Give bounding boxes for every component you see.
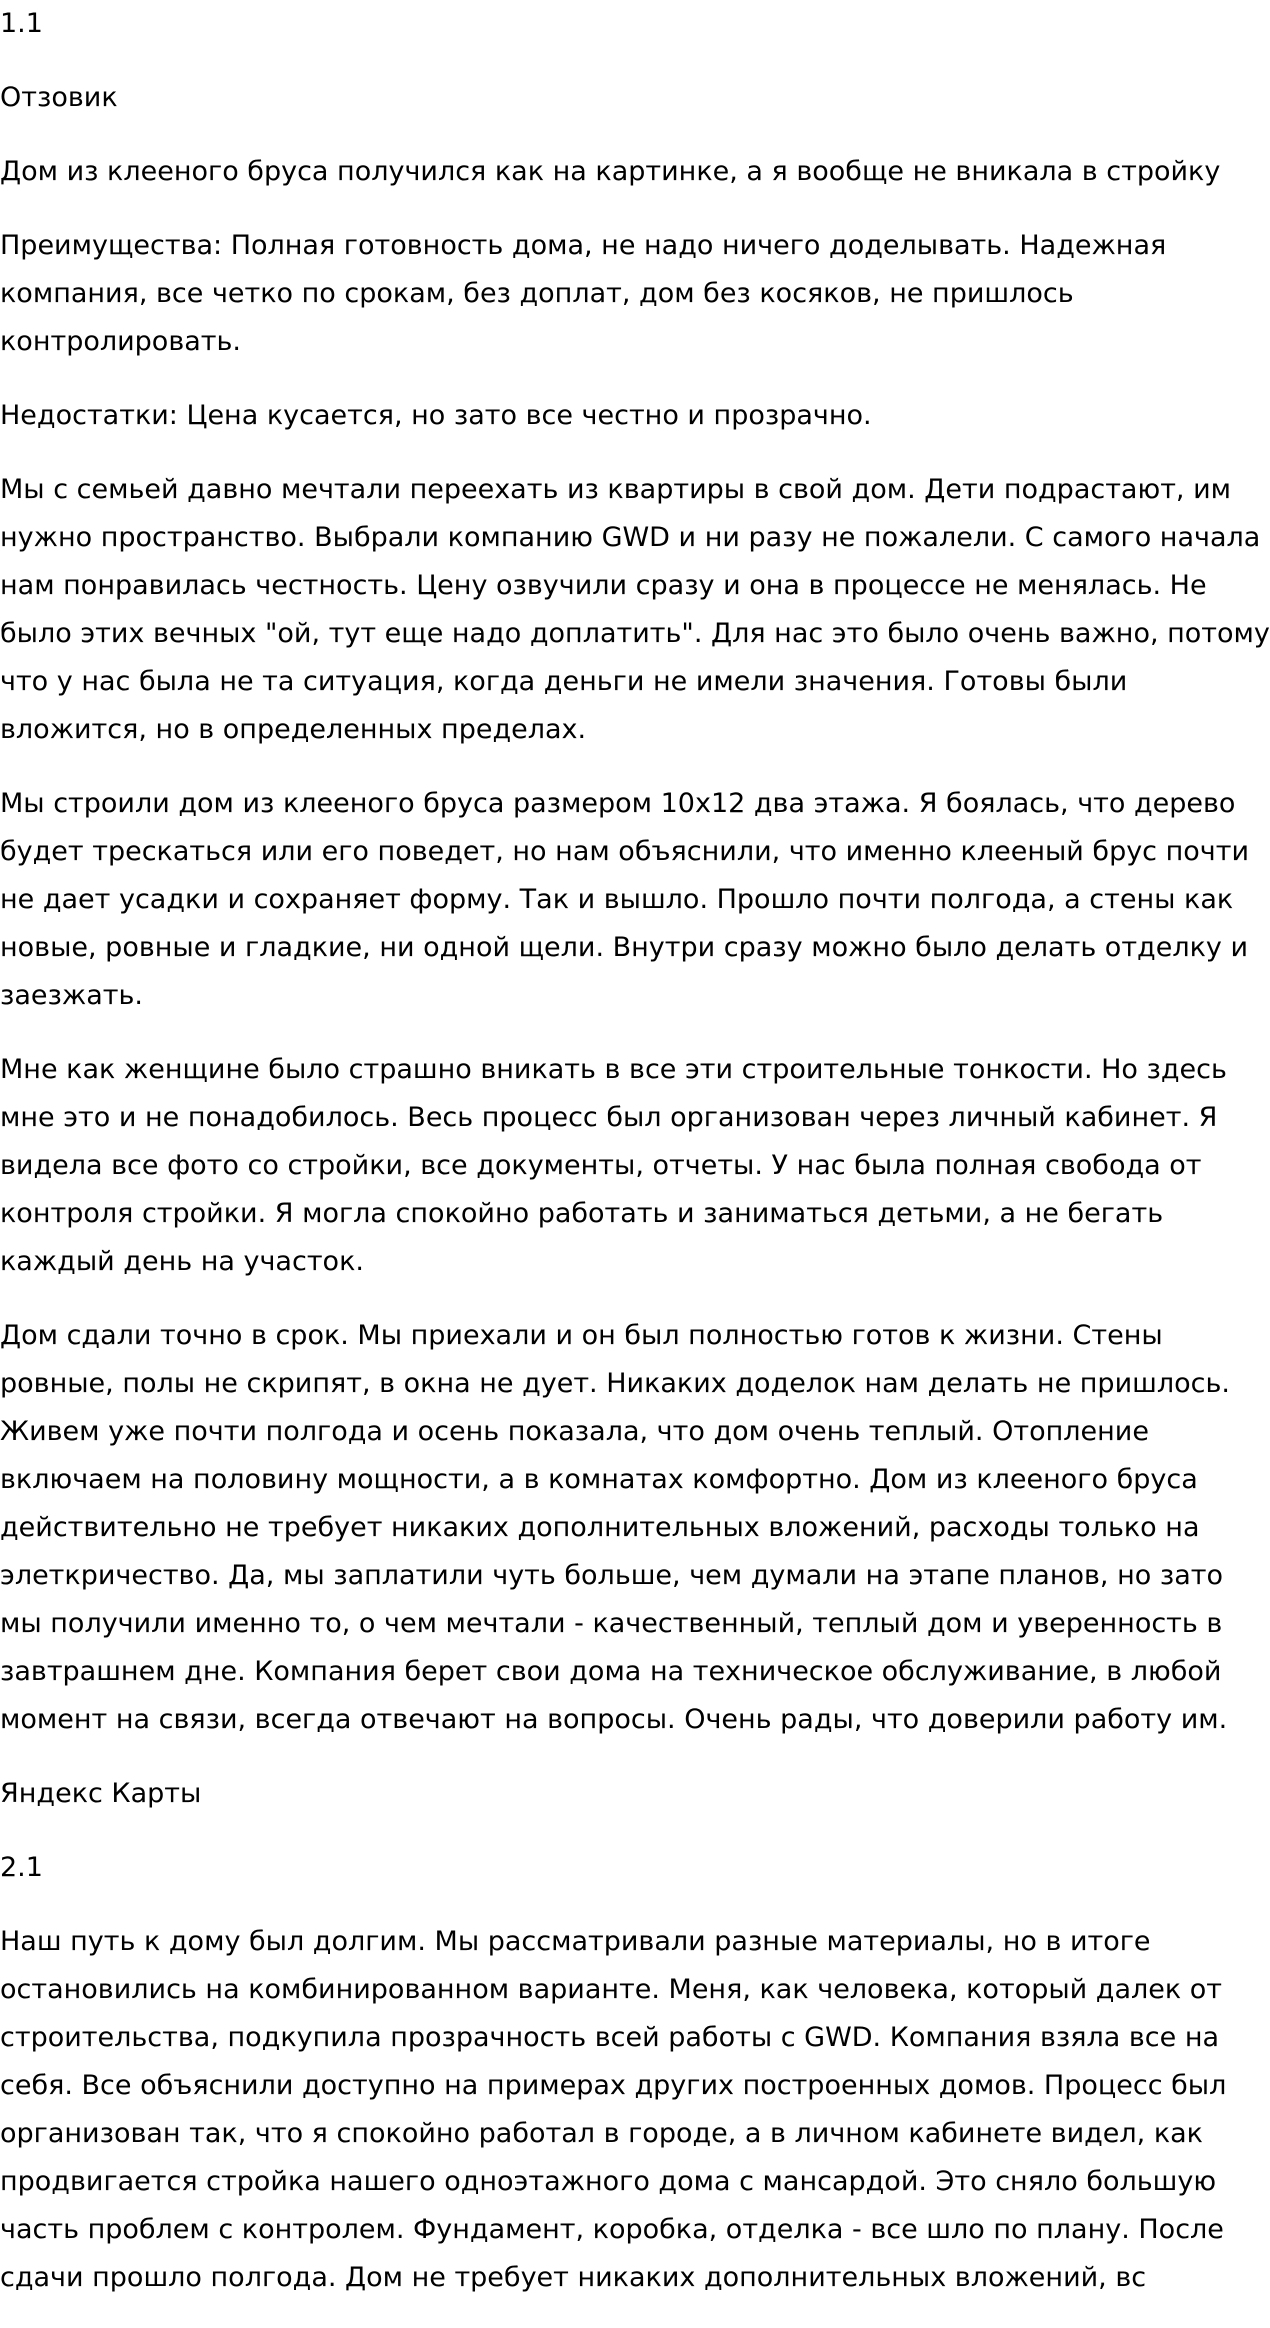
- review-paragraph: Мы строили дом из клееного бруса размером 10х12 два этажа. Я боялась, что дерево будет трескаться или его поведет, но нам объяснили, что именно клееный брус почти не дает усадки и сохраняет форму. Так и вышло. Прошло почти полгода, а стены как новые, ровные и гладкие, ни одной щели. Внутри сразу можно было делать отделку и заезжать.: [0, 788, 1250, 1011]
- review-paragraph: Мы с семьей давно мечтали переехать из квартиры в свой дом. Дети подрастают, им нужно пространство. Выбрали компанию GWD и ни разу не пожалели. С самого начала нам понравилась честность. Цену озвучили сразу и она в процессе не менялась. Не было этих вечных "ой, тут еще надо доплатить". Для нас это было очень важно, потому что у нас была не та ситуация, когда деньги не имели значения. Готовы были вложится, но в определенных пределах.: [0, 474, 1270, 745]
- review-paragraph: Наш путь к дому был долгим. Мы рассматривали разные материалы, но в итоге остановились на комбинированном варианте. Меня, как человека, который далек от строительства, подкупила прозрачность всей работы с GWD. Компания взяла все на себя. Все объяснили доступно на примерах других построенных домов. Процесс был организован так, что я спокойно работал в городе, а в личном кабинете видел, как продвигается стройка нашего одноэтажного дома с мансардой. Это сняло большую часть проблем с контролем. Фундамент, коробка, отделка - все шло по плану. После сдачи прошло полгода. Дом не требует никаких дополнительных вложений, вс: [0, 1926, 1227, 2293]
- review-disadvantages: Недостатки: Цена кусается, но зато все честно и прозрачно.: [0, 400, 872, 431]
- review-advantages: Преимущества: Полная готовность дома, не надо ничего доделывать. Надежная компания, все четко по срокам, без доплат, дом без косяков, не пришлось контролировать.: [0, 230, 1167, 357]
- review-title: Дом из клееного бруса получился как на картинке, а я вообще не вникала в стройку: [0, 156, 1221, 187]
- source-label-otzovik: Отзовик: [0, 82, 118, 113]
- review-paragraph: Дом сдали точно в срок. Мы приехали и он был полностью готов к жизни. Стены ровные, полы не скрипят, в окна не дует. Никаких доделок нам делать не пришлось. Живем уже почти полгода и осень показала, что дом очень теплый. Отопление включаем на половину мощности, а в комнатах комфортно. Дом из клееного бруса действительно не требует никаких дополнительных вложений, расходы только на элеткричество. Да, мы заплатили чуть больше, чем думали на этапе планов, но зато мы получили именно то, о чем мечтали - качественный, теплый дом и уверенность в завтрашнем дне. Компания берет свои дома на техническое обслуживание, в любой момент на связи, всегда отвечают на вопросы. Очень рады, что доверили работу им.: [0, 1320, 1230, 1735]
- section-number-2-1: 2.1: [0, 1852, 43, 1883]
- section-number-1-1: 1.1: [0, 8, 43, 39]
- source-label-yandex-maps: Яндекс Карты: [0, 1778, 202, 1809]
- review-paragraph: Мне как женщине было страшно вникать в все эти строительные тонкости. Но здесь мне это и не понадобилось. Весь процесс был организован через личный кабинет. Я видела все фото со стройки, все документы, отчеты. У нас была полная свобода от контроля стройки. Я могла спокойно работать и заниматься детьми, а не бегать каждый день на участок.: [0, 1054, 1227, 1277]
